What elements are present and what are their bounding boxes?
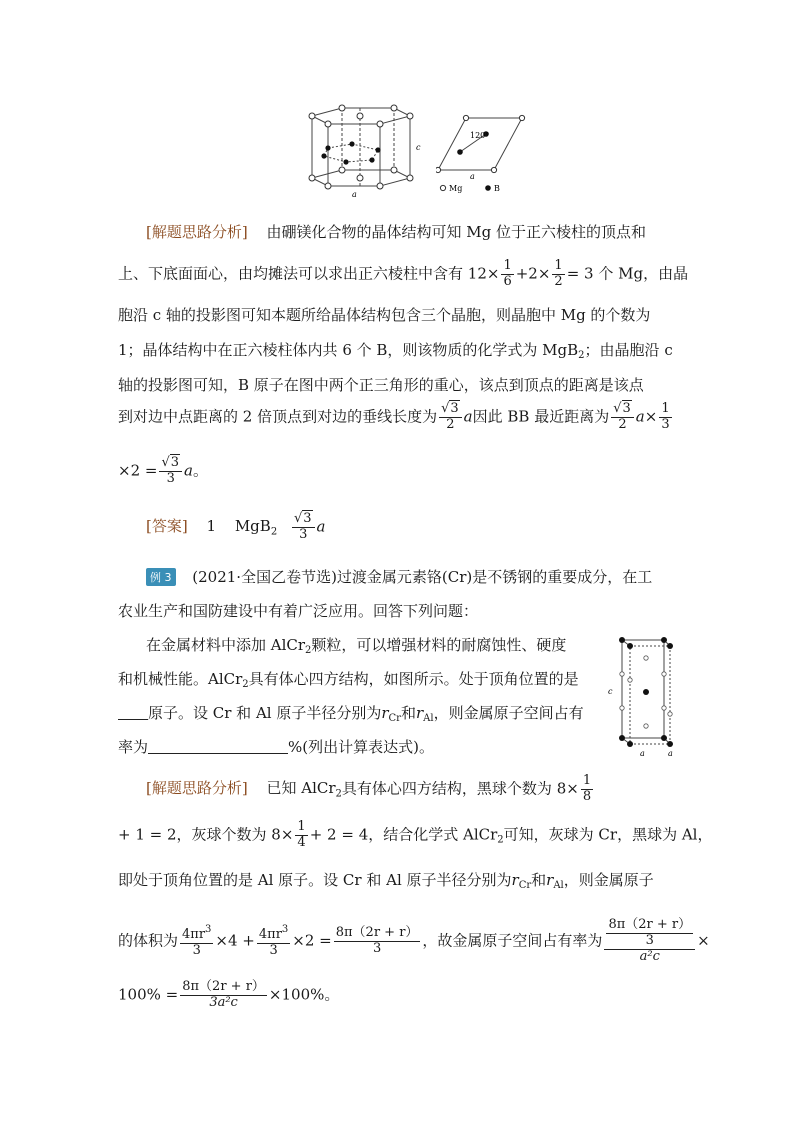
frac-num-text: 4πr — [182, 926, 206, 942]
analysis1-line-6 — [118, 402, 678, 433]
answer-line — [118, 512, 678, 543]
answer-value-1: 1 — [206, 517, 217, 536]
fig3-a-label-2: a — [668, 749, 673, 758]
b-legend-marker — [485, 185, 491, 191]
analysis2-line-1 — [118, 774, 678, 805]
analysis2-text-2c: 可知，灰球为 Cr，黑球为 Al， — [503, 825, 713, 844]
analysis2-text-4d: ，故金属原子空间占有率为 — [422, 931, 603, 950]
frac-den: 3 — [166, 470, 175, 486]
projection-figure — [436, 112, 526, 196]
example-line-4 — [118, 668, 598, 690]
frac-den: 8 — [582, 788, 592, 804]
subscript: 2 — [242, 679, 249, 690]
example-line-1 — [118, 566, 678, 587]
frac-num-text: 4πr — [258, 926, 282, 942]
analysis1-line-2 — [118, 258, 689, 290]
example-text-4b: 具有体心四方结构，如图所示。处于顶角位置的是 — [248, 670, 579, 688]
sqrt-arg: 3 — [450, 401, 459, 416]
analysis1-line-4 — [118, 339, 678, 361]
fraction-4pir3-3b — [257, 924, 290, 959]
fig1-a-label: a — [352, 190, 357, 199]
analysis2-text-5b: ×100%。 — [268, 985, 340, 1004]
analysis2-text-5a: 100% = — [118, 985, 179, 1004]
frac-den: 2 — [554, 273, 563, 289]
subscript: 2 — [305, 645, 312, 656]
example-text-5a: 原子。设 Cr 和 Al 原子半径分别为 — [148, 704, 382, 722]
frac-den: 3a²c — [209, 994, 238, 1010]
example-text-5b: 和 — [400, 704, 416, 722]
tetragonal-cell-figure — [604, 634, 678, 758]
analysis2-text-3b: 和 — [531, 871, 547, 889]
frac-den: 3 — [372, 940, 382, 956]
subscript-cr: Cr — [388, 713, 401, 724]
analysis2-line-4 — [118, 917, 710, 965]
frac-num: √3 — [611, 402, 634, 418]
fig3-a-label-1: a — [640, 749, 645, 758]
var-a: a — [463, 407, 473, 426]
mg-legend-label: Mg — [449, 184, 463, 193]
frac-den: 3 — [192, 942, 201, 958]
example-text-2: 农业生产和国防建设中有着广泛应用。回答下列问题： — [118, 602, 479, 620]
fraction-1-3 — [659, 402, 671, 433]
frac-num: 1 — [554, 258, 563, 273]
analysis1-text-2b: +2× — [515, 264, 551, 283]
answer-tag: [答案] — [146, 517, 188, 536]
analysis1-text-4b: ；由晶胞沿 c — [584, 341, 673, 359]
fraction-volume — [334, 926, 421, 957]
analysis1-line-7 — [118, 456, 678, 487]
analysis2-text-4a: 的体积为 — [118, 931, 179, 950]
example-text-6a: 率为 — [118, 738, 149, 756]
analysis1-text-7b: 。 — [192, 461, 208, 480]
frac-num: 8π（2r + r） — [608, 917, 692, 932]
mg-legend-marker — [440, 185, 445, 190]
rhombus-outline — [438, 118, 522, 170]
analysis2-text-2a: + 1 = 2，灰球个数为 8× — [118, 825, 294, 844]
frac-num: 1 — [582, 773, 592, 788]
example-line-3 — [118, 634, 598, 656]
fraction-final — [180, 980, 267, 1011]
analysis2-text-4e: × — [697, 931, 710, 950]
analysis2-line-2 — [118, 819, 713, 851]
frac-den: 3 — [661, 416, 670, 432]
answer-fraction — [292, 512, 315, 543]
analysis1-tag: [解题思路分析] — [146, 223, 248, 241]
fraction-1-6 — [501, 259, 513, 290]
analysis2-text-3c: ，则金属原子 — [563, 871, 654, 889]
sqrt-arg: 3 — [303, 511, 312, 526]
fig3-c-label: c — [608, 687, 613, 696]
subscript: 2 — [578, 350, 585, 361]
answer-blank-1[interactable] — [118, 705, 148, 720]
analysis1-text-3: 胞沿 c 轴的投影图可知本题所给晶体结构包含三个晶胞，则晶胞中 Mg 的个数为 — [118, 306, 651, 324]
subscript: 2 — [497, 834, 504, 846]
fraction-sqrt3-3 — [159, 456, 182, 487]
frac-num — [604, 918, 695, 950]
subscript: 2 — [270, 526, 278, 538]
frac-num: 1 — [661, 401, 670, 416]
frac-den: 2 — [446, 416, 455, 432]
example-line-5 — [118, 702, 598, 724]
angle-label: 120° — [470, 131, 490, 140]
example-badge: 例 3 — [146, 568, 176, 586]
var-a: a — [184, 461, 193, 480]
var-r: r — [415, 704, 424, 722]
frac-num — [180, 924, 213, 944]
fraction-sqrt3-2 — [439, 402, 462, 433]
subscript-al: Al — [423, 713, 434, 724]
analysis1-text-7a: ×2 = — [118, 461, 158, 480]
subscript-al: Al — [553, 880, 564, 891]
fraction-1-8 — [581, 774, 593, 805]
analysis2-text-2b: + 2 = 4，结合化学式 AlCr — [309, 825, 498, 844]
example-text-6b: %(列出计算表达式)。 — [288, 738, 434, 756]
analysis1-line-1 — [118, 221, 678, 242]
analysis1-line-5 — [118, 374, 678, 395]
times-sign: × — [644, 407, 658, 426]
analysis2-text-4b: ×4 + — [215, 931, 255, 950]
example-line-2 — [118, 600, 678, 621]
analysis2-line-5 — [118, 980, 678, 1011]
frac-num: 8π（2r + r） — [335, 924, 419, 940]
fraction-occupancy — [604, 918, 695, 965]
analysis1-text-6a: 到对边中点距离的 2 倍顶点到对边的垂线长度为 — [118, 407, 438, 426]
analysis1-text-2a: 上、下底面面心，由均摊法可以求出正六棱柱中含有 12× — [118, 264, 500, 283]
analysis2-text-3a: 即处于顶角位置的是 Al 原子。设 Cr 和 Al 原子半径分别为 — [118, 871, 512, 889]
example-text-3a: 在金属材料中添加 AlCr — [146, 636, 306, 654]
subscript: 2 — [335, 788, 342, 800]
analysis2-text-4c: ×2 = — [292, 931, 332, 950]
frac-num: √3 — [292, 512, 315, 528]
example-text-3b: 颗粒，可以增强材料的耐腐蚀性、硬度 — [311, 636, 567, 654]
frac-den: 3 — [269, 942, 278, 958]
var-a: a — [635, 407, 645, 426]
var-r: r — [546, 871, 554, 889]
b-legend-label: B — [494, 184, 500, 193]
analysis1-line-3 — [118, 304, 678, 325]
analysis2-text-1a: 已知 AlCr — [266, 779, 336, 798]
frac-den: 4 — [297, 834, 306, 850]
fig2-a-label: a — [470, 172, 475, 181]
example-line-6 — [118, 736, 598, 757]
frac-num — [257, 924, 290, 944]
frac-num: √3 — [439, 402, 462, 418]
frac-den: 2 — [618, 416, 627, 432]
analysis2-line-3 — [118, 869, 678, 891]
var-r: r — [511, 871, 519, 889]
var-a: a — [316, 517, 326, 536]
frac-den: a²c — [639, 948, 660, 964]
frac-den: 3 — [645, 932, 654, 948]
fraction-4pir3-3 — [180, 924, 213, 959]
frac-num: 1 — [297, 819, 306, 834]
example-text-5c: ，则金属原子空间占有 — [433, 704, 584, 722]
superscript: 3 — [281, 923, 289, 935]
frac-den: 3 — [299, 526, 308, 542]
subscript-cr: Cr — [518, 880, 532, 891]
fraction-1-4 — [295, 820, 307, 851]
analysis1-text-1: 由硼镁化合物的晶体结构可知 Mg 位于正六棱柱的顶点和 — [266, 223, 646, 241]
answer-value-2: MgB — [234, 517, 271, 536]
inner-fraction — [606, 918, 693, 949]
analysis1-text-4a: 1；晶体结构中在正六棱柱体内共 6 个 B，则该物质的化学式为 MgB — [118, 341, 579, 359]
frac-num: √3 — [159, 456, 182, 472]
answer-blank-2[interactable] — [148, 739, 288, 754]
example-text-4a: 和机械性能。AlCr — [118, 670, 243, 688]
analysis1-text-6b: 因此 BB 最近距离为 — [472, 407, 610, 426]
var-r: r — [381, 704, 389, 722]
frac-num: 1 — [503, 258, 512, 273]
analysis2-text-1b: 具有体心四方结构，黑球个数为 8× — [341, 779, 579, 798]
analysis1-text-5: 轴的投影图可知，B 原子在图中两个正三角形的重心，该点到顶点的距离是该点 — [118, 376, 644, 394]
frac-den: 6 — [503, 273, 512, 289]
fraction-sqrt3-2b — [611, 402, 634, 433]
analysis1-text-2c: = 3 个 Mg，由晶 — [566, 264, 689, 283]
superscript: 3 — [205, 923, 212, 935]
analysis2-tag: [解题思路分析] — [146, 779, 248, 798]
fig1-c-label: c — [416, 143, 421, 152]
fraction-1-2 — [552, 259, 564, 290]
hexagonal-prism-figure — [294, 104, 424, 200]
example-text-1: (2021·全国乙卷节选)过渡金属元素铬(Cr)是不锈钢的重要成分，在工 — [192, 568, 653, 586]
sqrt-arg: 3 — [170, 455, 180, 470]
sqrt-arg: 3 — [622, 401, 631, 416]
frac-num: 8π（2r + r） — [182, 979, 265, 994]
